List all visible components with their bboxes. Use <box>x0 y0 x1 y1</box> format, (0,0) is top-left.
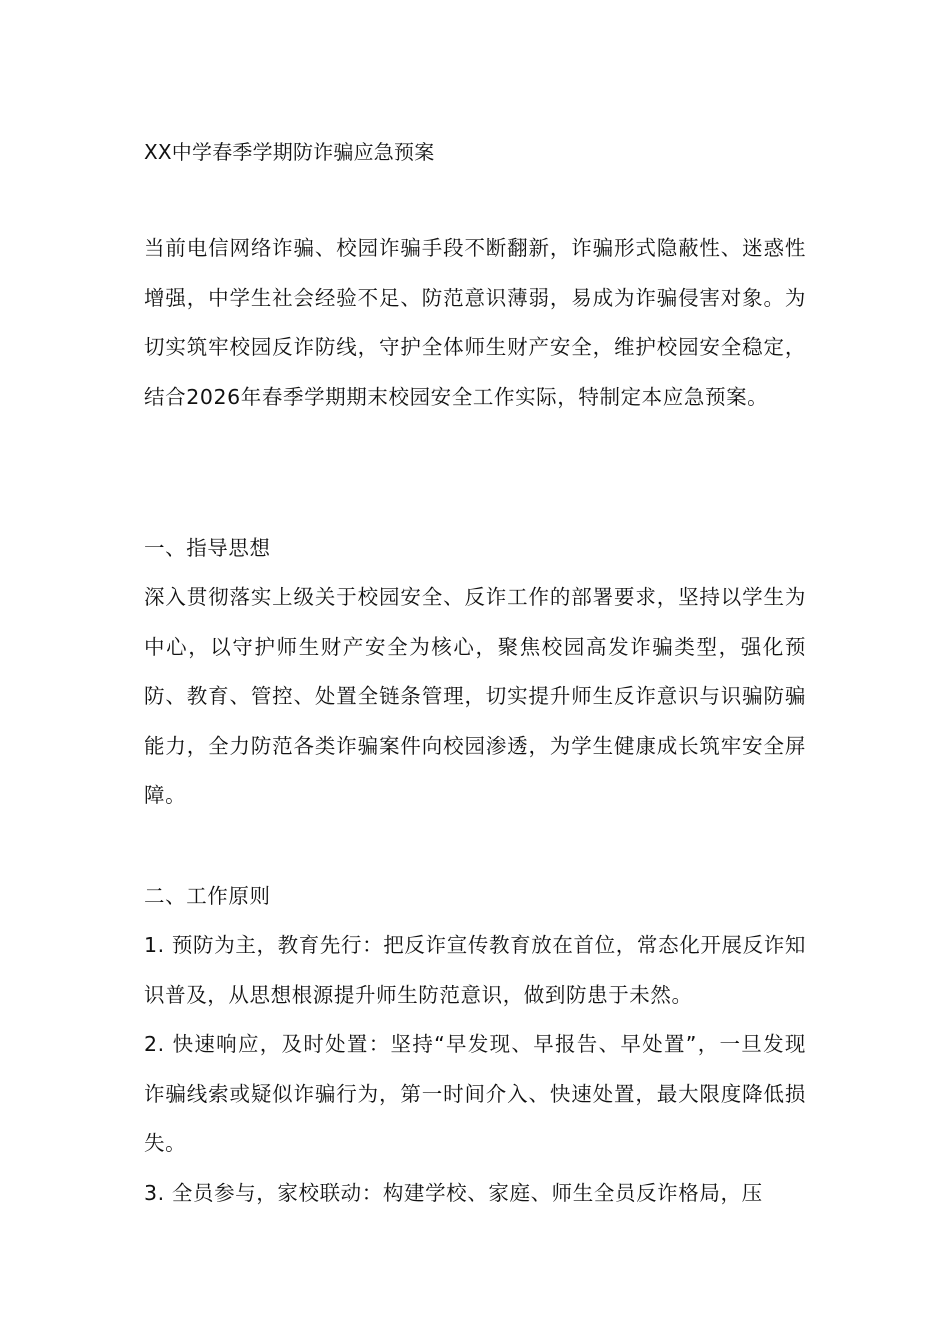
document-title: XX中学春季学期防诈骗应急预案 <box>144 140 435 164</box>
principle-item-1: 1. 预防为主，教育先行：把反诈宣传教育放在首位，常态化开展反诈知识普及，从思想根源提升师生防范意识，做到防患于未然。 <box>144 933 806 1007</box>
principle-item-3: 3. 全员参与，家校联动：构建学校、家庭、师生全员反诈格局，压 <box>144 1181 763 1205</box>
guiding-thought-paragraph: 深入贯彻落实上级关于校园安全、反诈工作的部署要求，坚持以学生为中心，以守护师生财产安全为核心，聚焦校园高发诈骗类型，强化预防、教育、管控、处置全链条管理，切实提升师生反诈意识与识骗防骗能力，全力防范各类诈骗案件向校园渗透，为学生健康成长筑牢安全屏障。 <box>144 585 806 807</box>
intro-paragraph: 当前电信网络诈骗、校园诈骗手段不断翻新，诈骗形式隐蔽性、迷惑性增强，中学生社会经验不足、防范意识薄弱，易成为诈骗侵害对象。为切实筑牢校园反诈防线，守护全体师生财产安全，维护校园安全稳定，结合2026年春季学期期末校园安全工作实际，特制定本应急预案。 <box>144 236 806 409</box>
section-heading-work-principles: 二、工作原则 <box>144 884 271 908</box>
section-heading-guiding-thought: 一、指导思想 <box>144 536 271 560</box>
principle-item-2: 2. 快速响应，及时处置：坚持“早发现、早报告、早处置”，一旦发现诈骗线索或疑似诈骗行为，第一时间介入、快速处置，最大限度降低损失。 <box>144 1032 806 1155</box>
